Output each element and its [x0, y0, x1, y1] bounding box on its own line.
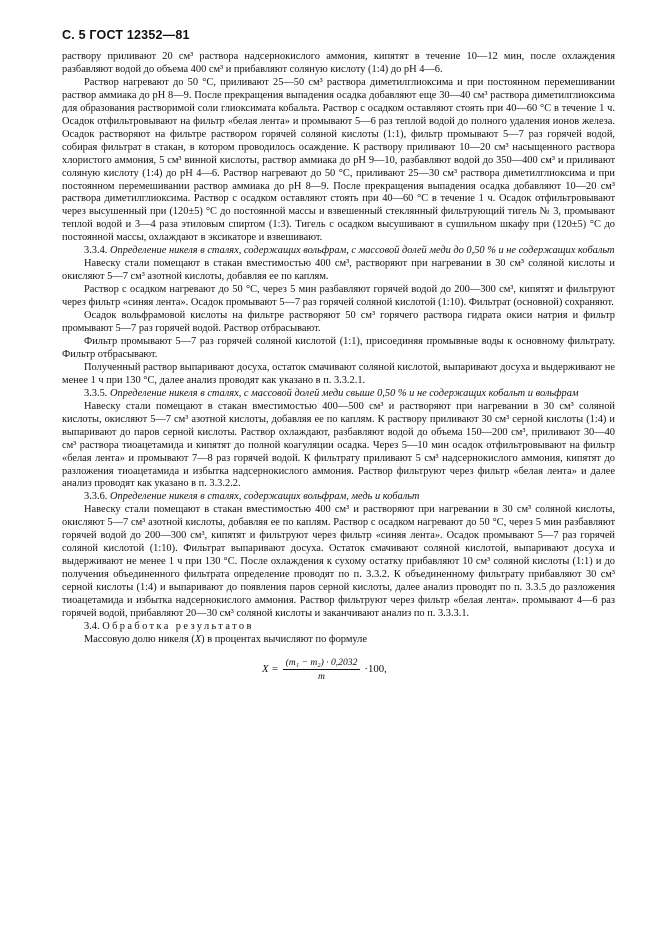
formula-intro-after: ) в процентах вычисляют по формуле	[201, 633, 367, 645]
section-heading	[62, 491, 615, 504]
section-heading	[62, 245, 615, 258]
section-heading-text: Определение никеля в сталях, содержащих вольфрам, медь и кобальт	[110, 491, 420, 503]
formula-denominator: m	[318, 670, 325, 682]
section-number: 3.3.6.	[84, 491, 108, 503]
formula-intro-before: Массовую долю никеля (	[84, 633, 195, 645]
section-number: 3.3.4.	[84, 245, 108, 257]
body-paragraph: Фильтр промывают 5—7 раз горячей соляной кислотой (1:1), присоединяя промывные воды к основному фильтрату. Фильтр отбрасывают.	[62, 335, 615, 360]
body-paragraph: Навеску стали помещают в стакан вместимостью 400 см³ и растворяют при нагревании в 30 см³ соляной кислоты, окисляют 5—7 см³ азотной кислоты, добавляя ее по каплям. Раствор с осадком нагревают до 50 °С, через 5 мин разбавляют горячей водой до 200—300 см³, кипятят и фильтруют через фильтр «синяя лента». Осадок промывают 5—7 раз горячей соляной кислотой (1:10). Фильтрат выпаривают досуха. Остаток смачивают соляной кислотой, выпаривают досуха и выдерживают не менее 1 ч при 130 °С. После охлаждения к сухому остатку прибавляют 10 см³ соляной кислоты (1:1) и до получения объединенного фильтрата определение проводят по п. 3.3.2. К объединенному фильтрату прибавляют 30 см³ серной кислоты (1:4) и выпаривают до появления паров серной кислоты, далее анализ проводят по п. 3.3.5 до разложения тиоацетамида и избытка надсернокислого аммония. Раствор фильтруют через фильтр «белая лента». промывают 4—6 раз горячей водой, прибавляют 20—30 см³ соляной кислоты и заканчивают анализ по п. 3.3.3.1.	[62, 504, 615, 619]
formula	[62, 657, 615, 682]
body-paragraph: Навеску стали помещают в стакан вместимостью 400 см³, растворяют при нагревании в 30 см³ соляной кислоты и окисляют 5—7 см³ азотной кислоты, добавляя ее по каплям.	[62, 258, 615, 283]
body-paragraph: Осадок вольфрамовой кислоты на фильтре растворяют 50 см³ горячего раствора гидрата окиси натрия и фильтр промывают 5—7 раз горячей водой. Раствор отбрасывают.	[62, 310, 615, 335]
section-heading-text: Определение никеля в сталях, с массовой долей меди свыше 0,50 % и не содержащих кобальт и вольфрам	[110, 387, 579, 399]
section-heading	[62, 388, 615, 401]
section-heading-text: Определение никеля в сталях, содержащих вольфрам, с массовой долей меди до 0,50 % и не содержащих кобальт	[110, 245, 615, 257]
formula-numerator: (m₁ − m₂) · 0,2032	[283, 657, 361, 670]
formula-rhs: ·100,	[364, 663, 387, 676]
section-title: Обработка результатов	[102, 620, 254, 632]
body-paragraph: Полученный раствор выпаривают досуха, остаток смачивают соляной кислотой, выпаривают досуха и выдерживают не менее 1 ч при 130 °С, далее анализ проводят как указано в п. 3.3.2.1.	[62, 361, 615, 386]
section-number: 3.3.5.	[84, 387, 108, 399]
body-paragraph: Раствор нагревают до 50 °С, приливают 25—50 см³ раствора диметилглиоксима и при постоянном перемешивании раствор аммиака до рН 8—9. После прекращения выпадения осадка добавляют еще 30—40 см³ раствора диметилглиоксима для образования растворимой соли глиоксимата кобальта. Раствор с осадком оставляют стоять при 40—60 °С в течение 1 ч. Осадок отфильтровывают на фильтр «белая лента» и промывают 5—6 раз теплой водой до полного удаления ионов железа. Осадок растворяют на фильтре раствором горячей соляной кислоты (1:1), фильтр промывают 5—7 раз горячей водой, собирая фильтрат в стакан, в котором проводилось осаждение. К раствору приливают 10—20 см³ насыщенного раствора хлористого аммония, 5 см³ винной кислоты, раствор аммиака до рН 9—10, разбавляют водой до 350—400 см³ и приливают соляную кислоту (1:4) до рН 4—6. Раствор нагревают до 50 °С, приливают 25—30 см³ раствора диметилглиоксима и при постоянном перемешивании раствор аммиака до рН 8—9. После прекращения выпадения осадка добавляют 10—20 см³ раствора диметилглиоксима. Раствор с осадком оставляют стоять при 40—60 °С в течение 1 ч. Осадок отфильтровывают через высушенный при (120±5) °С до постоянной массы и взвешенный стеклянный фильтрующий тигель № 3, промывают теплой водой и 3—4 раза этиловым спиртом (1:3). Тигель с осадком высушивают в сушильном шкафу при (120±5) °С до постоянной массы, охлаждают в эксикаторе и взвешивают.	[62, 76, 615, 244]
body-paragraph: Навеску стали помещают в стакан вместимостью 400—500 см³ и растворяют при нагревании в 30 см³ соляной кислоты, окисляют 5—7 см³ азотной кислоты, добавляя ее по каплям. К раствору приливают 30 см³ серной кислоты (1:4) и выпаривают до паров серной кислоты. Раствор охлаждают, разбавляют водой до объема 150—200 см³, приливают 30—40 см³ раствора тиоацетамида и кипятят до полной коагуляции осадка. Через 5—10 мин осадок отфильтровывают на фильтр «белая лента» и промывают 7—8 раз горячей водой. К фильтрату приливают 5 см³ надсернокислого аммония, кипятят до разложения тиоацетамида и избытка надсернокислого аммония. Раствор фильтруют через фильтр «белая лента» и далее анализ проводят как указано в п. 3.3.2.2.	[62, 400, 615, 490]
body-paragraph: Раствор с осадком нагревают до 50 °С, через 5 мин разбавляют горячей водой до 200—300 см³, кипятят и фильтруют через фильтр «синяя лента». Осадок промывают 5—7 раз горячей соляной кислотой (1:10). Фильтрат (основной) сохраняют.	[62, 284, 615, 309]
section-3-4-heading	[62, 621, 615, 634]
body-paragraph: раствору приливают 20 см³ раствора надсернокислого аммония, кипятят в течение 10—12 мин, после охлаждения разбавляют водой до объема 400 см³ и прибавляют соляную кислоту (1:4) до рН 4—6.	[62, 51, 615, 75]
formula-intro-var: X	[194, 633, 202, 645]
formula-lhs: X =	[262, 663, 279, 676]
section-number: 3.4.	[84, 620, 100, 632]
page-header: С. 5 ГОСТ 12352—81	[62, 28, 190, 42]
formula-intro	[62, 634, 615, 647]
document-body	[62, 51, 615, 621]
formula-fraction	[283, 657, 361, 682]
